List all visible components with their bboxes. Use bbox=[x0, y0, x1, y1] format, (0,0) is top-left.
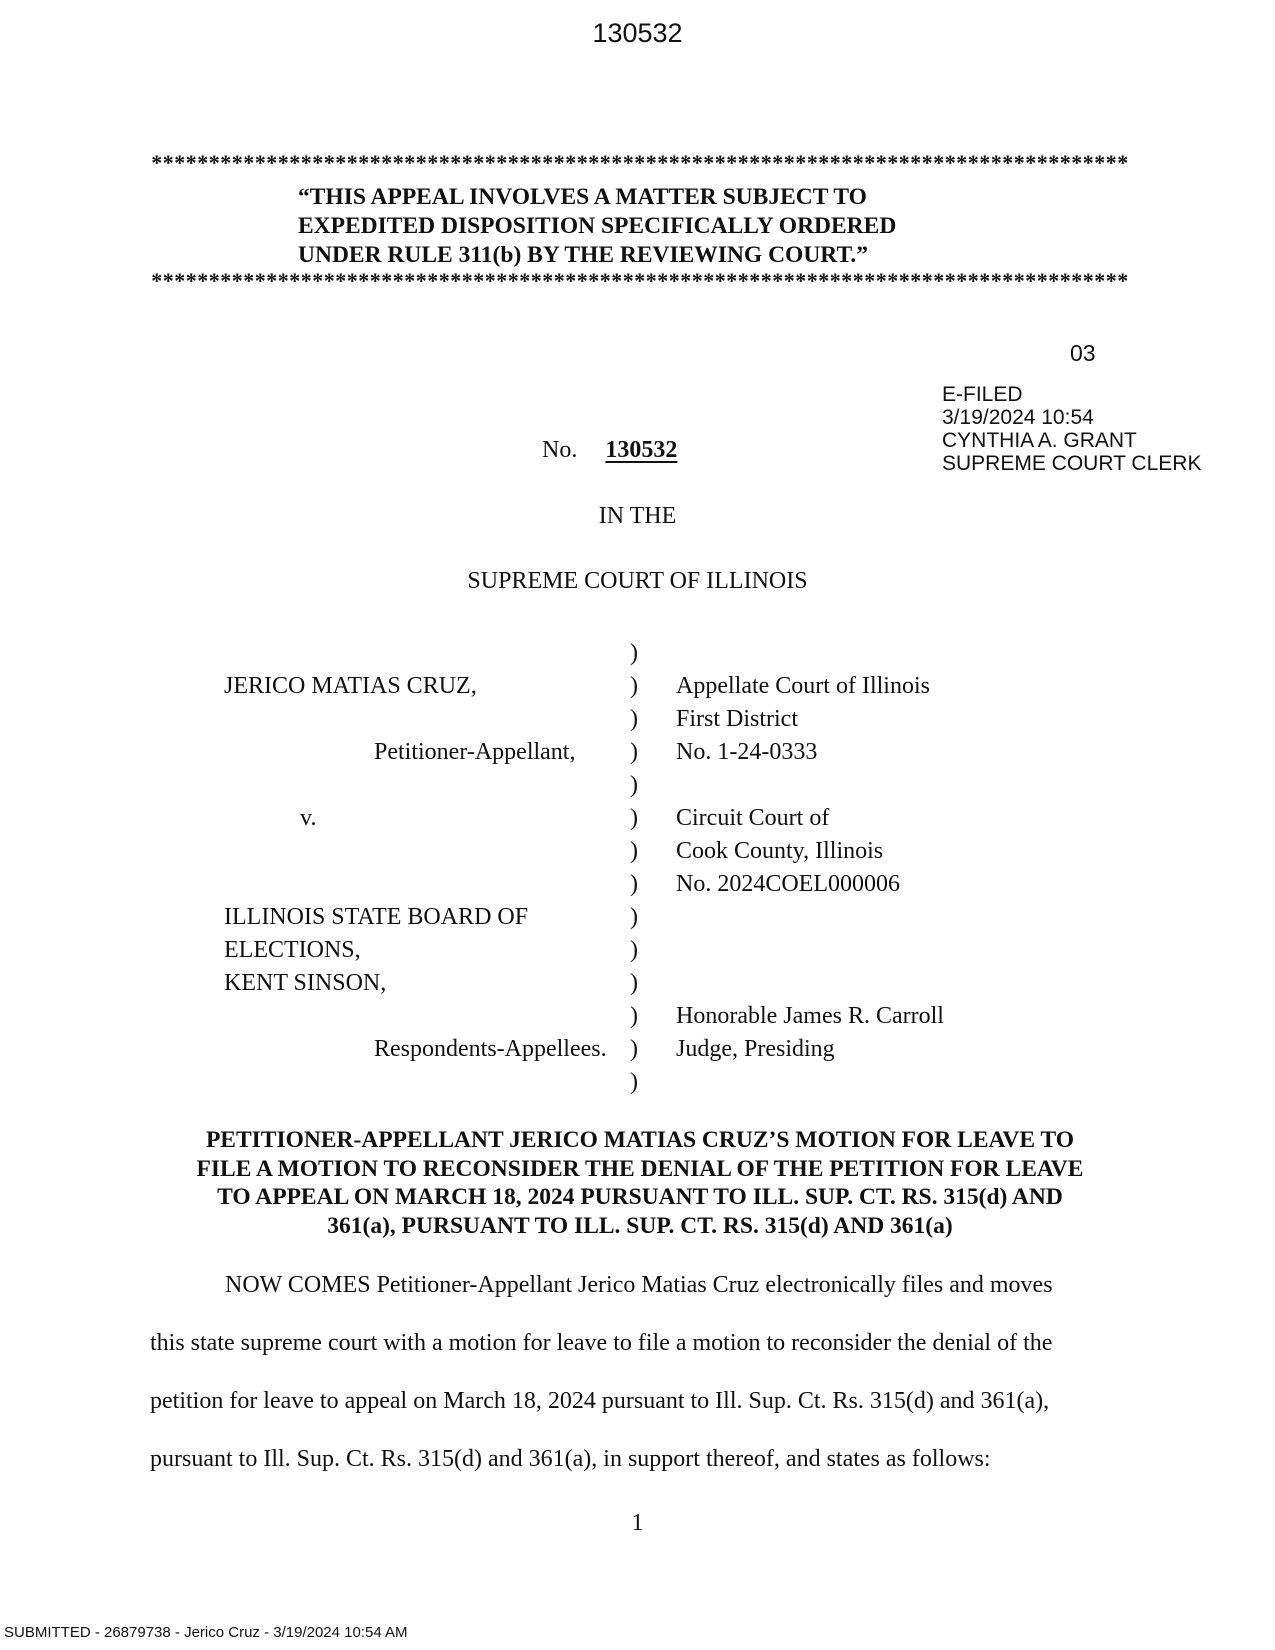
caption-paren-column bbox=[630, 637, 638, 1099]
stars-divider-top: ************************************************************************************* bbox=[151, 152, 1129, 174]
body-line: pursuant to Ill. Sup. Ct. Rs. 315(d) and 361(a), in support thereof, and states as follows: bbox=[150, 1446, 991, 1472]
motion-title-line: 361(a), PURSUANT TO ILL. SUP. CT. RS. 315(d) AND 361(a) bbox=[327, 1212, 953, 1239]
respondent-name: ILLINOIS STATE BOARD OF bbox=[224, 904, 529, 930]
motion-title-line: TO APPEAL ON MARCH 18, 2024 PURSUANT TO ILL. SUP. CT. RS. 315(d) AND bbox=[217, 1184, 1063, 1210]
paren: ) bbox=[630, 673, 638, 699]
efiled-stamp bbox=[942, 383, 1201, 475]
court-name-heading: SUPREME COURT OF ILLINOIS bbox=[467, 568, 808, 594]
motion-title bbox=[140, 1126, 1140, 1240]
caption-parties bbox=[224, 637, 624, 1066]
paren: ) bbox=[630, 706, 638, 732]
circuit-court-line: Circuit Court of bbox=[676, 805, 830, 831]
efiled-line: SUPREME COURT CLERK bbox=[942, 452, 1202, 475]
paren: ) bbox=[630, 871, 638, 897]
case-number-line bbox=[542, 437, 689, 464]
versus: v. bbox=[300, 805, 317, 831]
efiled-line: 3/19/2024 10:54 bbox=[942, 406, 1094, 429]
submission-footer: SUBMITTED - 26879738 - Jerico Cruz - 3/19/2024 10:54 AM bbox=[4, 1624, 408, 1641]
paren: ) bbox=[630, 1036, 638, 1062]
paren: ) bbox=[630, 838, 638, 864]
case-number-value: 130532 bbox=[605, 437, 678, 463]
judge-line: Honorable James R. Carroll bbox=[676, 1003, 944, 1029]
in-the-heading: IN THE bbox=[598, 503, 677, 529]
notice-line: “THIS APPEAL INVOLVES A MATTER SUBJECT TO bbox=[298, 184, 867, 210]
paren: ) bbox=[630, 970, 638, 996]
body-line: this state supreme court with a motion for leave to file a motion to reconsider the denial of the bbox=[150, 1330, 1053, 1356]
appellate-court-line: First District bbox=[676, 706, 799, 732]
petitioner-name: JERICO MATIAS CRUZ, bbox=[224, 673, 477, 699]
paren: ) bbox=[630, 937, 638, 963]
appellate-court-line: No. 1-24-0333 bbox=[676, 739, 818, 765]
paren: ) bbox=[630, 1069, 638, 1095]
paren: ) bbox=[630, 805, 638, 831]
paren: ) bbox=[630, 772, 638, 798]
motion-title-line: FILE A MOTION TO RECONSIDER THE DENIAL OF THE PETITION FOR LEAVE bbox=[196, 1155, 1084, 1182]
appellate-court-line: Appellate Court of Illinois bbox=[676, 673, 930, 699]
efiled-line: E-FILED bbox=[942, 383, 1023, 406]
efiled-line: CYNTHIA A. GRANT bbox=[942, 429, 1137, 452]
paren: ) bbox=[630, 640, 638, 666]
respondent-name: ELECTIONS, bbox=[224, 937, 361, 963]
circuit-court-line: No. 2024COEL000006 bbox=[676, 871, 900, 897]
circuit-court-line: Cook County, Illinois bbox=[676, 838, 884, 864]
respondent-name: KENT SINSON, bbox=[224, 970, 387, 996]
caption-lower-courts bbox=[676, 637, 944, 1066]
body-line: NOW COMES Petitioner-Appellant Jerico Matias Cruz electronically files and moves bbox=[225, 1272, 1053, 1298]
paren: ) bbox=[630, 1003, 638, 1029]
respondent-role: Respondents-Appellees. bbox=[374, 1036, 607, 1062]
header-case-number: 130532 bbox=[592, 18, 683, 48]
notice-line: UNDER RULE 311(b) BY THE REVIEWING COURT.” bbox=[298, 242, 869, 268]
body-paragraph bbox=[150, 1272, 1053, 1504]
paren: ) bbox=[630, 739, 638, 765]
notice-line: EXPEDITED DISPOSITION SPECIFICALLY ORDERED bbox=[298, 213, 897, 239]
case-number-label: No. bbox=[542, 437, 578, 463]
judge-line: Judge, Presiding bbox=[676, 1036, 835, 1062]
expedited-notice bbox=[298, 183, 896, 270]
motion-title-line: PETITIONER-APPELLANT JERICO MATIAS CRUZ’S MOTION FOR LEAVE TO bbox=[205, 1127, 1075, 1153]
paren: ) bbox=[630, 904, 638, 930]
page-number: 1 bbox=[631, 1510, 644, 1536]
stars-divider-bottom: ************************************************************************************* bbox=[151, 270, 1129, 292]
stamp-code: 03 bbox=[1070, 340, 1096, 366]
body-line: petition for leave to appeal on March 18, 2024 pursuant to Ill. Sup. Ct. Rs. 315(d) and 361(a), bbox=[150, 1388, 1050, 1414]
petitioner-role: Petitioner-Appellant, bbox=[374, 739, 576, 765]
